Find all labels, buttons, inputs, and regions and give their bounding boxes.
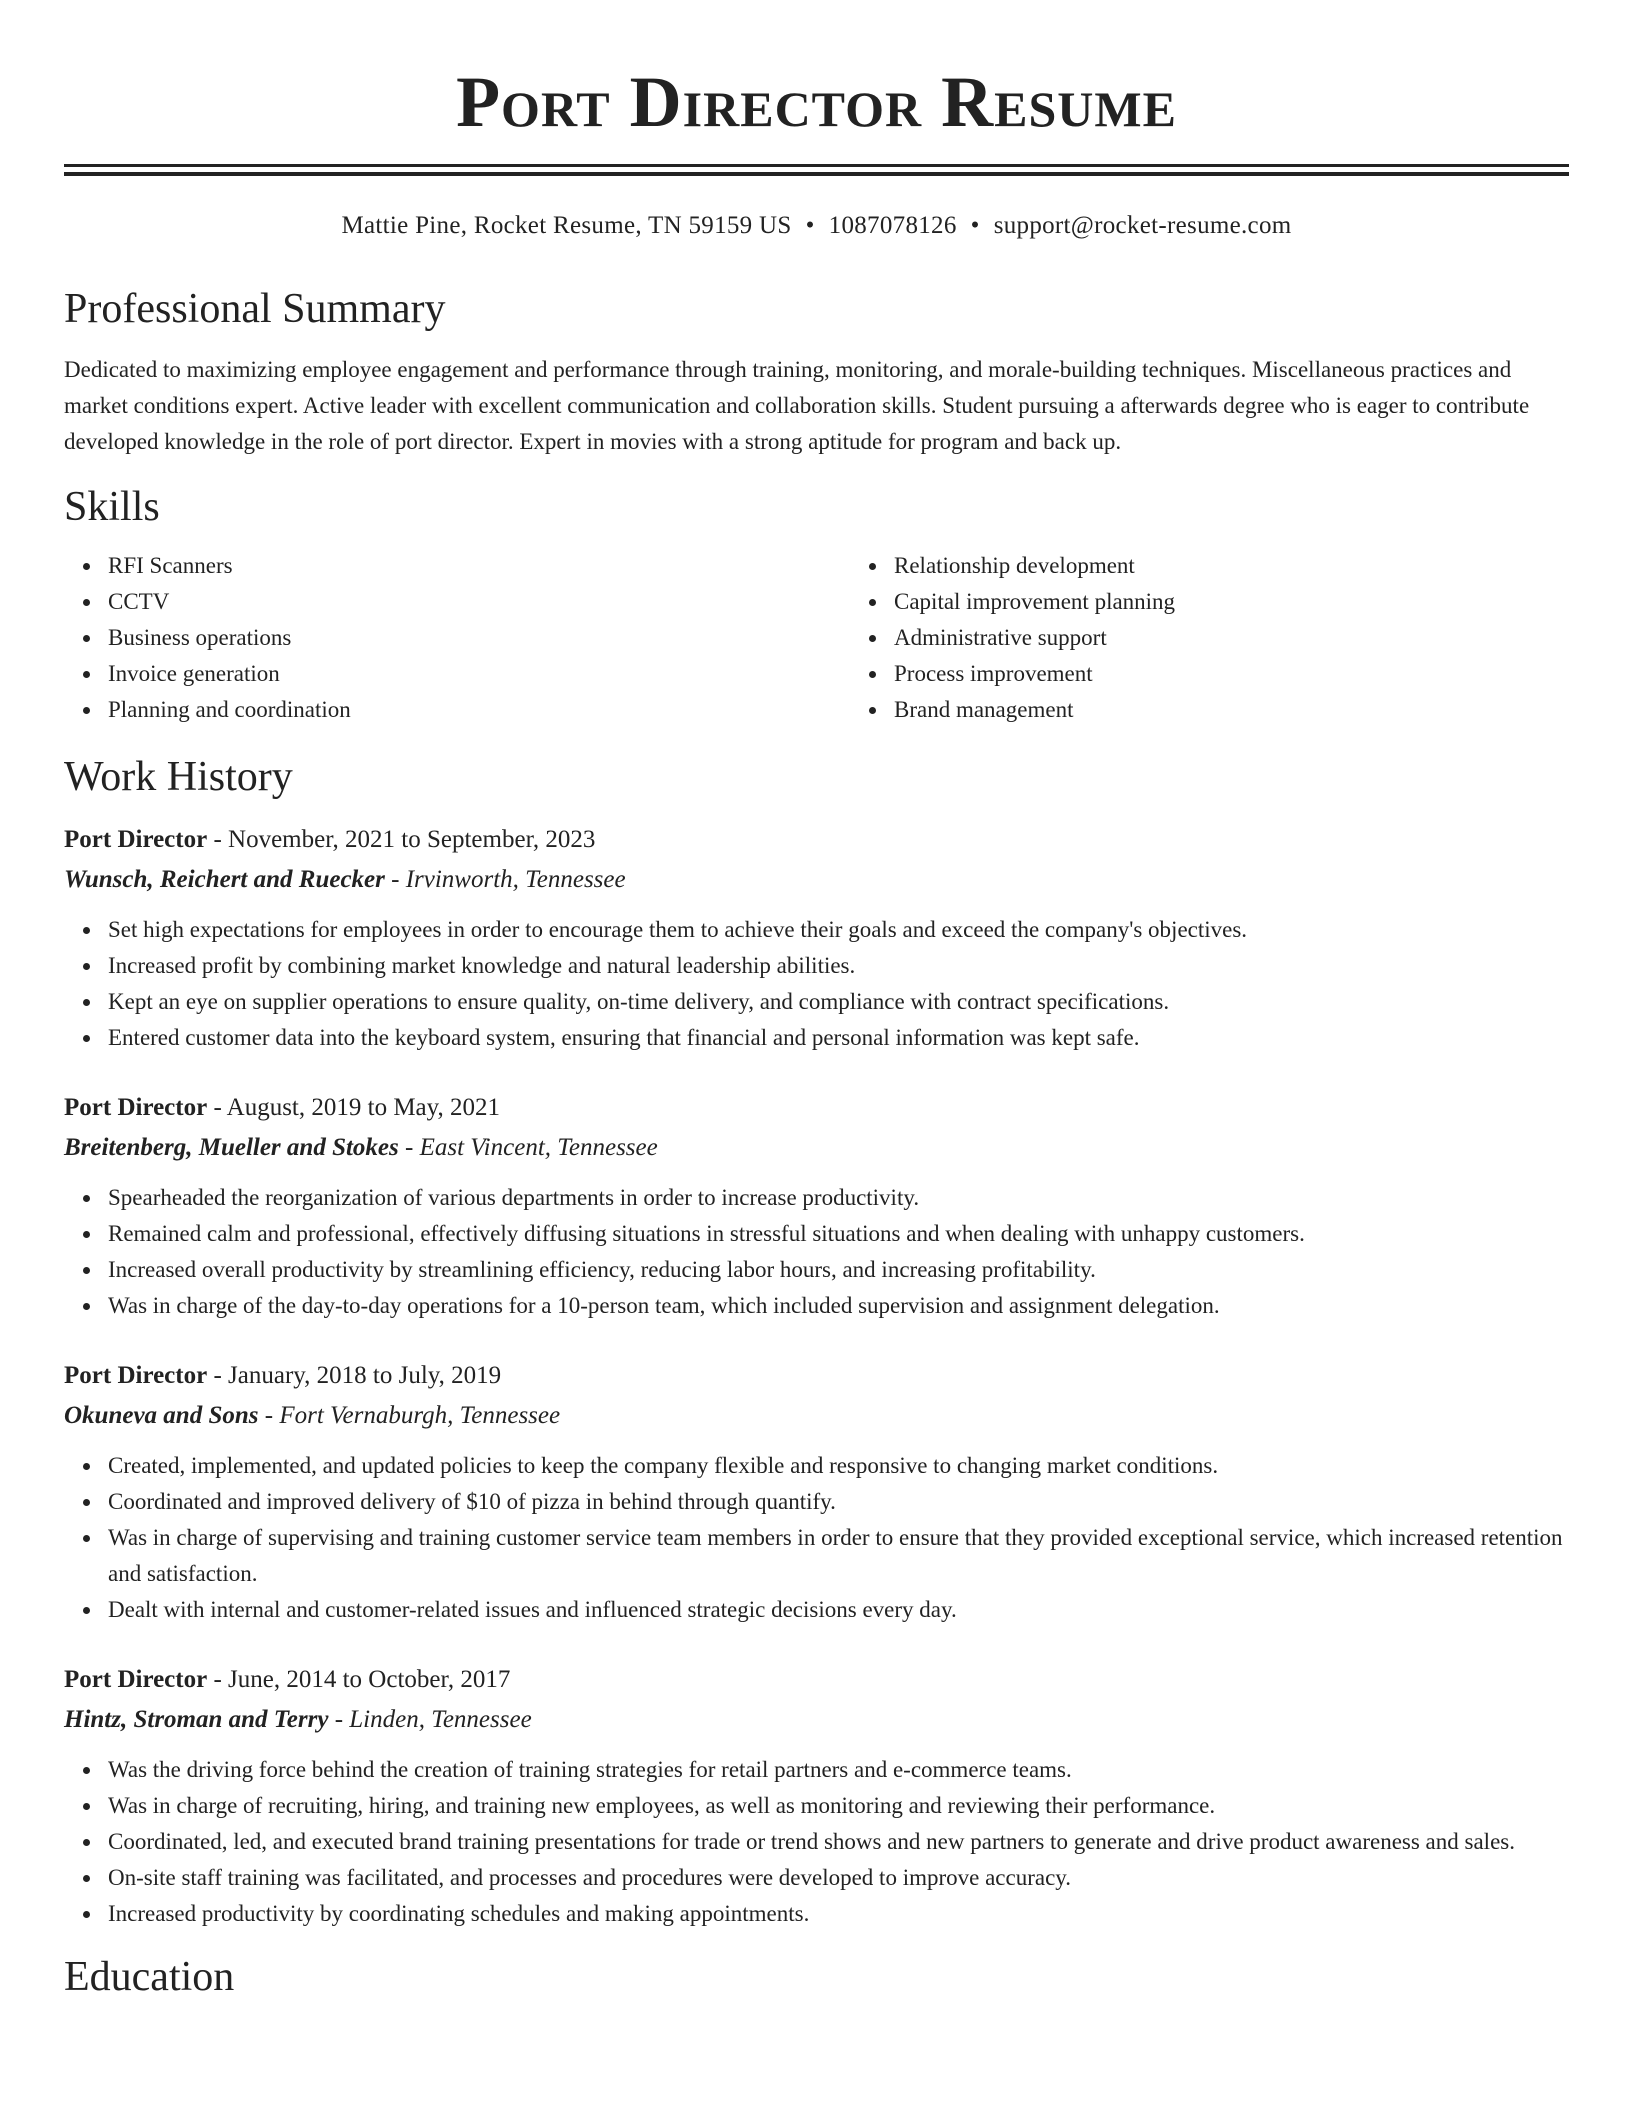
company-name: Okuneva and Sons: [64, 1402, 259, 1429]
skill-item: Invoice generation: [108, 656, 850, 692]
job-entry: [64, 1090, 1569, 1324]
job-bullet: Was in charge of the day-to-day operations for a 10-person team, which included supervision and assignment delegation.: [108, 1288, 1569, 1324]
job-title-line: [64, 822, 1569, 858]
company-location: - Linden, Tennessee: [328, 1706, 532, 1733]
title-divider-bottom: [64, 172, 1569, 176]
work-history-heading: Work History: [64, 754, 293, 800]
job-bullet: Increased overall productivity by streamlining efficiency, reducing labor hours, and increasing profitability.: [108, 1252, 1569, 1288]
company-name: Breitenberg, Mueller and Stokes: [64, 1134, 399, 1161]
skill-item: RFI Scanners: [108, 548, 850, 584]
job-bullet: Created, implemented, and updated policies to keep the company flexible and responsive to changing market conditions.: [108, 1448, 1569, 1484]
company-location: - Irvinworth, Tennessee: [384, 866, 626, 893]
resume-page: [64, 0, 1569, 2002]
skill-item: Planning and coordination: [108, 692, 850, 728]
skills-grid: [64, 548, 1569, 728]
company-line: [64, 1130, 1569, 1166]
job-bullet: Was in charge of supervising and training customer service team members in order to ensure that they provided exceptional service, which increased retention and satisfaction.: [108, 1520, 1569, 1592]
contact-line: [64, 210, 1569, 242]
job-title: Port Director: [64, 1362, 208, 1389]
skill-item: CCTV: [108, 584, 850, 620]
job-bullet: Spearheaded the reorganization of various departments in order to increase productivity.: [108, 1180, 1569, 1216]
job-bullet: Was the driving force behind the creation of training strategies for retail partners and e-commerce teams.: [108, 1752, 1569, 1788]
job-title: Port Director: [64, 1666, 208, 1693]
job-bullet: Was in charge of recruiting, hiring, and training new employees, as well as monitoring and reviewing their performance.: [108, 1788, 1569, 1824]
contact-phone: 1087078126: [828, 212, 957, 239]
skills-heading: Skills: [64, 484, 160, 530]
job-bullets: [64, 1448, 1569, 1628]
job-title-line: [64, 1662, 1569, 1698]
contact-separator: •: [805, 212, 815, 239]
company-location: - East Vincent, Tennessee: [398, 1134, 658, 1161]
job-entry: [64, 1662, 1569, 1932]
job-bullet: Entered customer data into the keyboard system, ensuring that financial and personal information was kept safe.: [108, 1020, 1569, 1056]
company-name: Wunsch, Reichert and Ruecker: [64, 866, 385, 893]
job-title: Port Director: [64, 826, 208, 853]
skill-item: Brand management: [894, 692, 1632, 728]
job-title: Port Director: [64, 1094, 208, 1121]
company-name: Hintz, Stroman and Terry: [64, 1706, 329, 1733]
summary-heading: Professional Summary: [64, 286, 446, 332]
skill-item: Relationship development: [894, 548, 1632, 584]
job-dates: - January, 2018 to July, 2019: [207, 1362, 502, 1389]
skill-item: Business operations: [108, 620, 850, 656]
job-dates: - November, 2021 to September, 2023: [207, 826, 596, 853]
job-entry: [64, 1358, 1569, 1628]
job-dates: - June, 2014 to October, 2017: [207, 1666, 511, 1693]
job-title-line: [64, 1358, 1569, 1394]
job-bullet: Remained calm and professional, effectively diffusing situations in stressful situations and when dealing with unhappy customers.: [108, 1216, 1569, 1252]
education-heading: Education: [64, 1954, 235, 2000]
job-bullet: Set high expectations for employees in order to encourage them to achieve their goals and exceed the company's objectives.: [108, 912, 1569, 948]
job-bullet: Increased profit by combining market knowledge and natural leadership abilities.: [108, 948, 1569, 984]
job-bullets: [64, 1180, 1569, 1324]
job-bullet: Dealt with internal and customer-related issues and influenced strategic decisions every day.: [108, 1592, 1569, 1628]
skills-list-left: [64, 548, 850, 728]
job-bullet: On-site staff training was facilitated, and processes and procedures were developed to improve accuracy.: [108, 1860, 1569, 1896]
job-entry: [64, 822, 1569, 1056]
job-bullet: Coordinated and improved delivery of $10 of pizza in behind through quantify.: [108, 1484, 1569, 1520]
skill-item: Administrative support: [894, 620, 1632, 656]
company-line: [64, 1398, 1569, 1434]
contact-separator: •: [970, 212, 980, 239]
skills-list-right: [850, 548, 1632, 728]
skill-item: Capital improvement planning: [894, 584, 1632, 620]
company-line: [64, 862, 1569, 898]
contact-address: Mattie Pine, Rocket Resume, TN 59159 US: [341, 212, 792, 239]
contact-email: support@rocket-resume.com: [993, 212, 1292, 239]
job-bullet: Increased productivity by coordinating schedules and making appointments.: [108, 1896, 1569, 1932]
job-bullets: [64, 912, 1569, 1056]
job-bullet: Kept an eye on supplier operations to ensure quality, on-time delivery, and compliance with contract specifications.: [108, 984, 1569, 1020]
page-title: Port Director Resume: [456, 62, 1177, 142]
job-title-line: [64, 1090, 1569, 1126]
job-dates: - August, 2019 to May, 2021: [207, 1094, 501, 1121]
skill-item: Process improvement: [894, 656, 1632, 692]
job-bullets: [64, 1752, 1569, 1932]
company-line: [64, 1702, 1569, 1738]
job-bullet: Coordinated, led, and executed brand training presentations for trade or trend shows and new partners to generate and drive product awareness and sales.: [108, 1824, 1569, 1860]
company-location: - Fort Vernaburgh, Tennessee: [258, 1402, 561, 1429]
summary-text: Dedicated to maximizing employee engagement and performance through training, monitoring, and morale-building techniques. Miscellaneous practices and market conditions expert. Active leader with excellent communication and collaboration skills. Student pursuing a afterwards degree who is eager to contribute developed knowledge in the role of port director. Expert in movies with a strong aptitude for program and back up.: [64, 357, 1530, 454]
title-divider-top: [64, 164, 1569, 167]
